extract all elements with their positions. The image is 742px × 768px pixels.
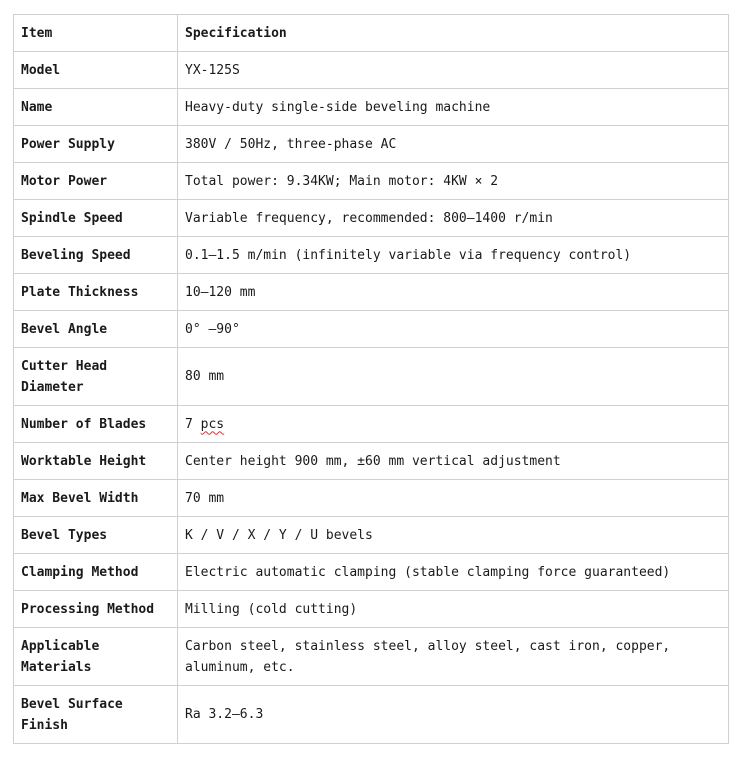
blade-count: 7 <box>185 416 193 432</box>
row-spec: Ra 3.2–6.3 <box>178 686 729 744</box>
table-row <box>14 686 729 744</box>
table-row <box>14 274 729 311</box>
row-item: Spindle Speed <box>14 200 178 237</box>
row-spec: K / V / X / Y / U bevels <box>178 517 729 554</box>
row-item: Plate Thickness <box>14 274 178 311</box>
row-spec: 0° –90° <box>178 311 729 348</box>
table-row <box>14 443 729 480</box>
table-row <box>14 163 729 200</box>
specification-table <box>13 14 729 744</box>
row-item: Applicable Materials <box>14 628 178 686</box>
row-item: Bevel Surface Finish <box>14 686 178 744</box>
row-spec: Carbon steel, stainless steel, alloy steel, cast iron, copper, aluminum, etc. <box>178 628 729 686</box>
table-row <box>14 517 729 554</box>
table-row <box>14 311 729 348</box>
row-item: Max Bevel Width <box>14 480 178 517</box>
row-spec: Total power: 9.34KW; Main motor: 4KW × 2 <box>178 163 729 200</box>
row-item: Beveling Speed <box>14 237 178 274</box>
table-row <box>14 628 729 686</box>
row-item: Worktable Height <box>14 443 178 480</box>
row-item: Motor Power <box>14 163 178 200</box>
table-row <box>14 126 729 163</box>
row-spec: 70 mm <box>178 480 729 517</box>
row-item: Model <box>14 52 178 89</box>
row-spec: Electric automatic clamping (stable clamping force guaranteed) <box>178 554 729 591</box>
row-spec: 0.1–1.5 m/min (infinitely variable via frequency control) <box>178 237 729 274</box>
header-specification: Specification <box>178 15 729 52</box>
row-item: Number of Blades <box>14 406 178 443</box>
table-row <box>14 554 729 591</box>
table-row <box>14 348 729 406</box>
table-row <box>14 480 729 517</box>
row-item: Clamping Method <box>14 554 178 591</box>
row-spec: Variable frequency, recommended: 800–1400 r/min <box>178 200 729 237</box>
table-row <box>14 237 729 274</box>
row-item: Name <box>14 89 178 126</box>
table-row <box>14 52 729 89</box>
row-spec: 80 mm <box>178 348 729 406</box>
row-item: Processing Method <box>14 591 178 628</box>
row-spec: Heavy-duty single-side beveling machine <box>178 89 729 126</box>
row-spec: Center height 900 mm, ±60 mm vertical adjustment <box>178 443 729 480</box>
table-row <box>14 406 729 443</box>
blade-unit-spellcheck: pcs <box>200 416 225 432</box>
table-row <box>14 591 729 628</box>
spec-sheet <box>13 14 728 744</box>
header-item: Item <box>14 15 178 52</box>
table-row <box>14 200 729 237</box>
row-item: Power Supply <box>14 126 178 163</box>
table-row <box>14 89 729 126</box>
row-spec <box>178 406 729 443</box>
row-spec: Milling (cold cutting) <box>178 591 729 628</box>
table-header-row <box>14 15 729 52</box>
row-item: Bevel Types <box>14 517 178 554</box>
row-item: Cutter Head Diameter <box>14 348 178 406</box>
row-spec: 380V / 50Hz, three-phase AC <box>178 126 729 163</box>
row-item: Bevel Angle <box>14 311 178 348</box>
row-spec: 10–120 mm <box>178 274 729 311</box>
row-spec: YX-125S <box>178 52 729 89</box>
